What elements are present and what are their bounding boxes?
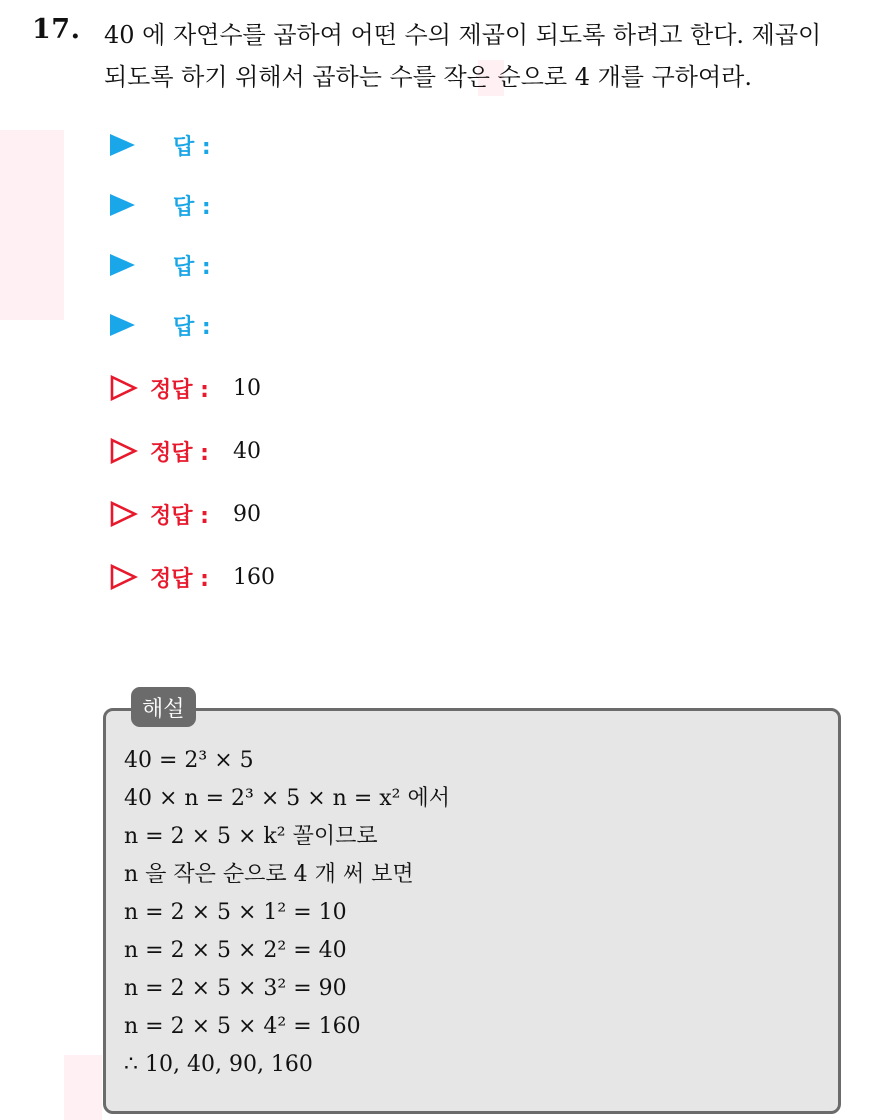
answer-row bbox=[110, 308, 211, 342]
play-arrow-icon bbox=[110, 134, 135, 156]
answer-row bbox=[110, 248, 211, 282]
outline-arrow-icon bbox=[110, 438, 138, 464]
correct-answer-value: 40 bbox=[232, 438, 261, 464]
solution-lines bbox=[124, 742, 824, 1084]
play-arrow-icon bbox=[110, 314, 135, 336]
correct-answer-label: 정답 : bbox=[150, 377, 209, 403]
correct-answer-row bbox=[110, 371, 261, 405]
background-tint bbox=[0, 130, 64, 320]
answer-label: 답 : bbox=[173, 194, 211, 220]
question-number: 17. bbox=[32, 14, 81, 45]
solution-line: ∴ 10, 40, 90, 160 bbox=[124, 1052, 313, 1077]
solution-line: 40 × n = 2³ × 5 × n = x² 에서 bbox=[124, 786, 450, 811]
solution-line: n 을 작은 순으로 4 개 써 보면 bbox=[124, 862, 414, 887]
answer-label: 답 : bbox=[173, 134, 211, 160]
correct-answer-label: 정답 : bbox=[150, 503, 209, 529]
answer-row bbox=[110, 128, 211, 162]
correct-answer-row bbox=[110, 560, 275, 594]
outline-arrow-icon bbox=[110, 375, 138, 401]
answer-label: 답 : bbox=[173, 314, 211, 340]
solution-line: n = 2 × 5 × 2² = 40 bbox=[124, 938, 347, 963]
correct-answer-value: 10 bbox=[232, 375, 261, 401]
correct-answer-row bbox=[110, 434, 261, 468]
solution-line: n = 2 × 5 × 1² = 10 bbox=[124, 900, 347, 925]
solution-line: n = 2 × 5 × 3² = 90 bbox=[124, 976, 347, 1001]
solution-line: n = 2 × 5 × k² 꼴이므로 bbox=[124, 824, 378, 849]
play-arrow-icon bbox=[110, 254, 135, 276]
outline-arrow-icon bbox=[110, 501, 138, 527]
correct-answer-row bbox=[110, 497, 261, 531]
answer-label: 답 : bbox=[173, 254, 211, 280]
outline-arrow-icon bbox=[110, 564, 138, 590]
correct-answer-label: 정답 : bbox=[150, 440, 209, 466]
question-text: 40 에 자연수를 곱하여 어떤 수의 제곱이 되도록 하려고 한다. 제곱이 되도록 하기 위해서 곱하는 수를 작은 순으로 4 개를 구하여라. bbox=[104, 21, 822, 91]
correct-answer-label: 정답 : bbox=[150, 566, 209, 592]
solution-line: n = 2 × 5 × 4² = 160 bbox=[124, 1014, 361, 1039]
play-arrow-icon bbox=[110, 194, 135, 216]
background-tint bbox=[64, 1055, 102, 1120]
solution-line: 40 = 2³ × 5 bbox=[124, 748, 254, 773]
correct-answer-value: 160 bbox=[232, 564, 275, 590]
solution-tab: 해설 bbox=[131, 687, 196, 727]
answer-row bbox=[110, 188, 211, 222]
correct-answer-value: 90 bbox=[232, 501, 261, 527]
